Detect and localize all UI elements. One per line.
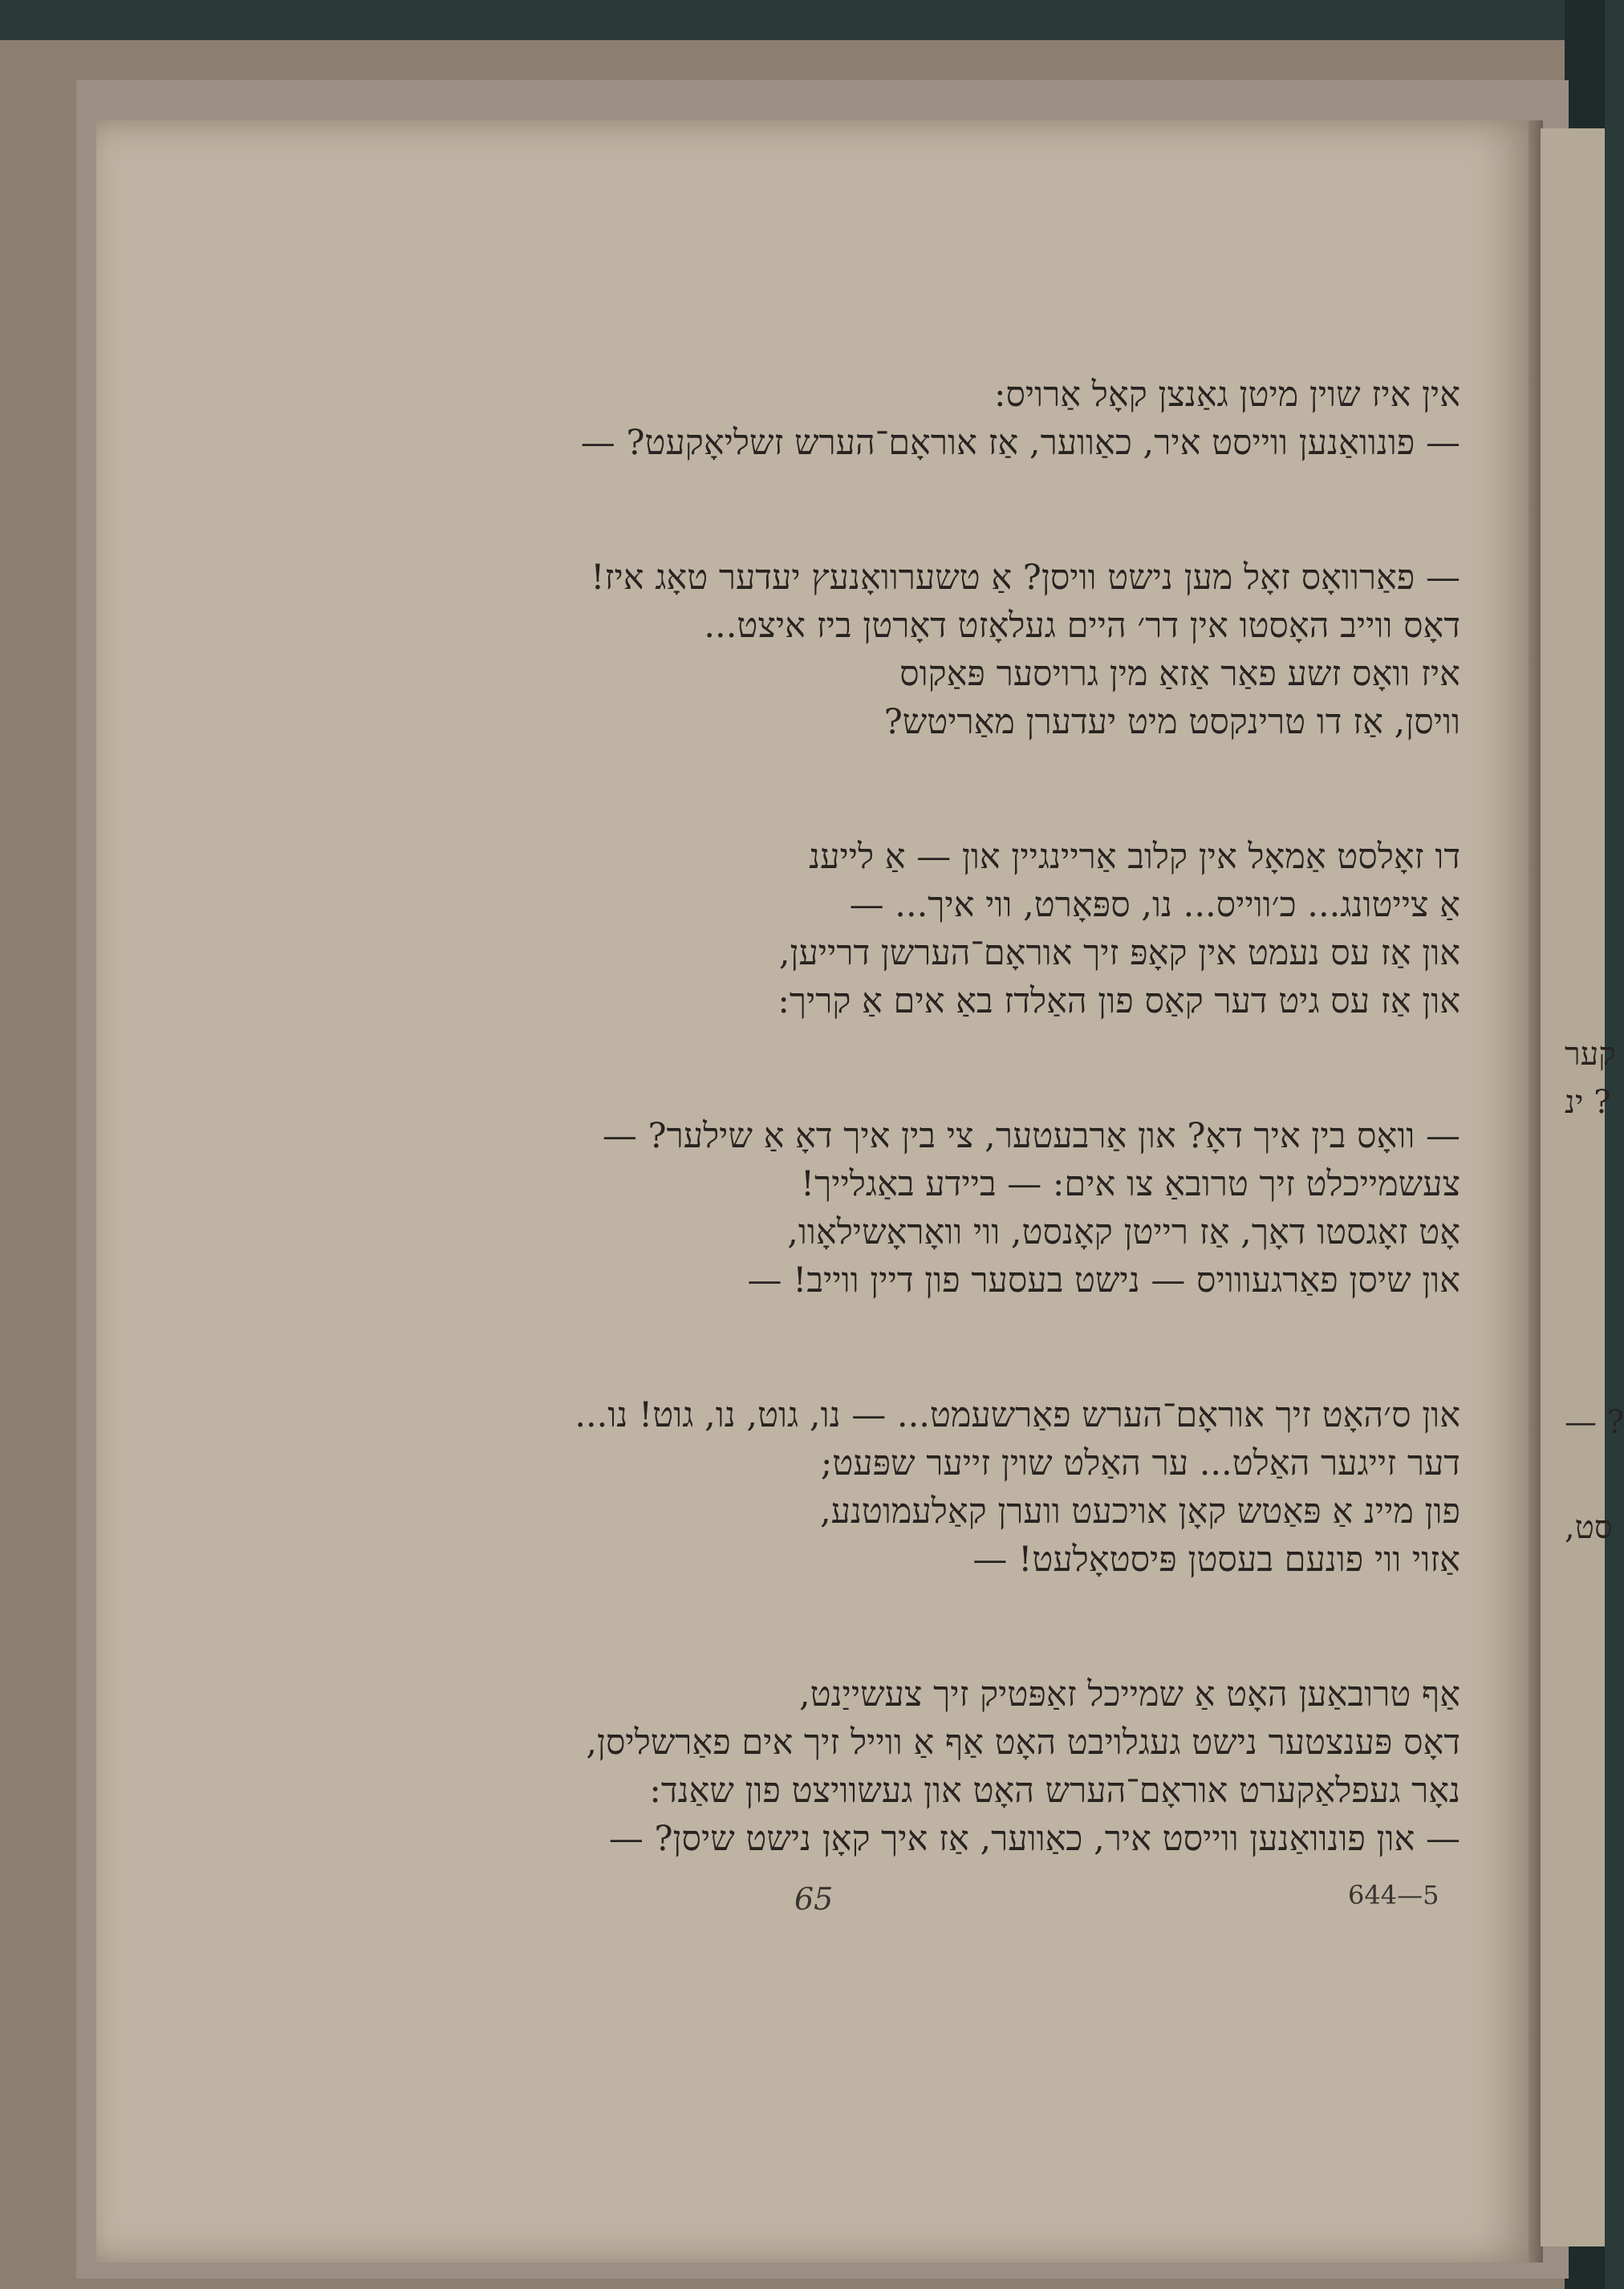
poem-line: אין איז שוין מיטן גאַנצן קאָל אַרויס:	[993, 375, 1460, 415]
poem-line: און שיסן פאַרגעווויס — נישט בעסער פון דיין ווייב! —	[747, 1260, 1460, 1301]
poem-line: און אַז עס גיט דער קאַס פון האַלדז באַ אים אַ קריך:	[777, 981, 1460, 1021]
poem-line: דער זייגער האַלט... ער האַלט שוין זייער שפּעט;	[820, 1443, 1460, 1483]
next-page-fragment: קער	[1565, 1036, 1616, 1073]
next-page-fragment: סט,	[1565, 1509, 1613, 1546]
poem-line: דו זאָלסט אַמאָל אין קלוב אַריינגיין און — אַ לייענ	[809, 837, 1460, 877]
poem-line: איז וואָס זשע פאַר אַזאַ מין גרויסער פּאַקוס	[899, 654, 1460, 694]
poem-line: אַף טרובאַען האָט אַ שמייכל זאַפּטיק זיך צעשייַנט,	[798, 1674, 1460, 1715]
poem-line: דאָס ווייב האָסטו אין דר׳ היים געלאָזט דאָרטן ביז איצט...	[704, 606, 1460, 646]
stanza-6	[128, 1670, 1460, 1863]
poem-line: דאָס פּענצטער נישט געגלויבט האָט אַף אַ ווייל זיך אים פאַרשליסן,	[586, 1723, 1460, 1763]
poem-line: — און פונוואַנען ווייסט איר, כאַווער, אַז איך קאָן נישט שיסן? —	[608, 1819, 1460, 1859]
page-number: 65	[794, 1881, 834, 1917]
poem-line: — פאַרוואָס זאָל מען נישט וויסן? אַ טשערוואָנעץ יעדער טאָג איז!	[591, 558, 1460, 598]
stanza-3	[128, 833, 1460, 1025]
stanza-4	[128, 1112, 1460, 1305]
poem-line: און ס׳האָט זיך אוראָם־הערש פאַרשעמט... — נו, גוט, נו, גוט! נו...	[574, 1395, 1460, 1435]
poem-line: פון מיינ אַ פּאַטש קאָן אויכעט ווערן קאַלעמוטנע,	[819, 1492, 1460, 1532]
poem-line: — פונוואַנען ווייסט איר, כאַווער, אַז אוראָם־הערש זשליאָקעט? —	[580, 423, 1460, 463]
poem-line: אָט זאָגסטו דאָך, אַז רייטן קאָנסט, ווי וואָראָשילאָוו,	[787, 1212, 1460, 1252]
printer-signature: 644—5	[1348, 1880, 1439, 1910]
poem-line: נאָר געפלאַקערט אוראָם־הערש האָט און געשוויצט פון שאַנד:	[649, 1771, 1460, 1811]
poem-body	[128, 371, 1460, 1863]
poem-line: — וואָס בין איך דאָ? און אַרבעטער, צי בין איך דאָ אַ שילער? —	[602, 1116, 1460, 1156]
next-page-edge	[1541, 128, 1605, 2246]
stanza-5	[128, 1391, 1460, 1584]
next-page-fragment: ? ינ	[1565, 1084, 1611, 1121]
poem-line: אַ צייטונג... כ׳ווייס... נו, ספּאָרט, ווי איך... —	[849, 885, 1460, 925]
next-page-fragment: ? —	[1565, 1404, 1624, 1441]
poem-line: צעשמייכלט זיך טרובאַ צו אים: — ביידע באַגלייך!	[800, 1164, 1460, 1204]
stanza-2	[128, 554, 1460, 746]
poem-line: אַזוי ווי פונעם בעסטן פּיסטאָלעט! —	[972, 1540, 1460, 1580]
poem-line: וויסן, אַז דו טרינקסט מיט יעדערן מאַריטש?	[883, 702, 1460, 742]
stanza-1	[128, 371, 1460, 467]
poem-line: און אַז עס נעמט אין קאָפּ זיך אוראָם־הערשן דרייען,	[778, 933, 1460, 973]
